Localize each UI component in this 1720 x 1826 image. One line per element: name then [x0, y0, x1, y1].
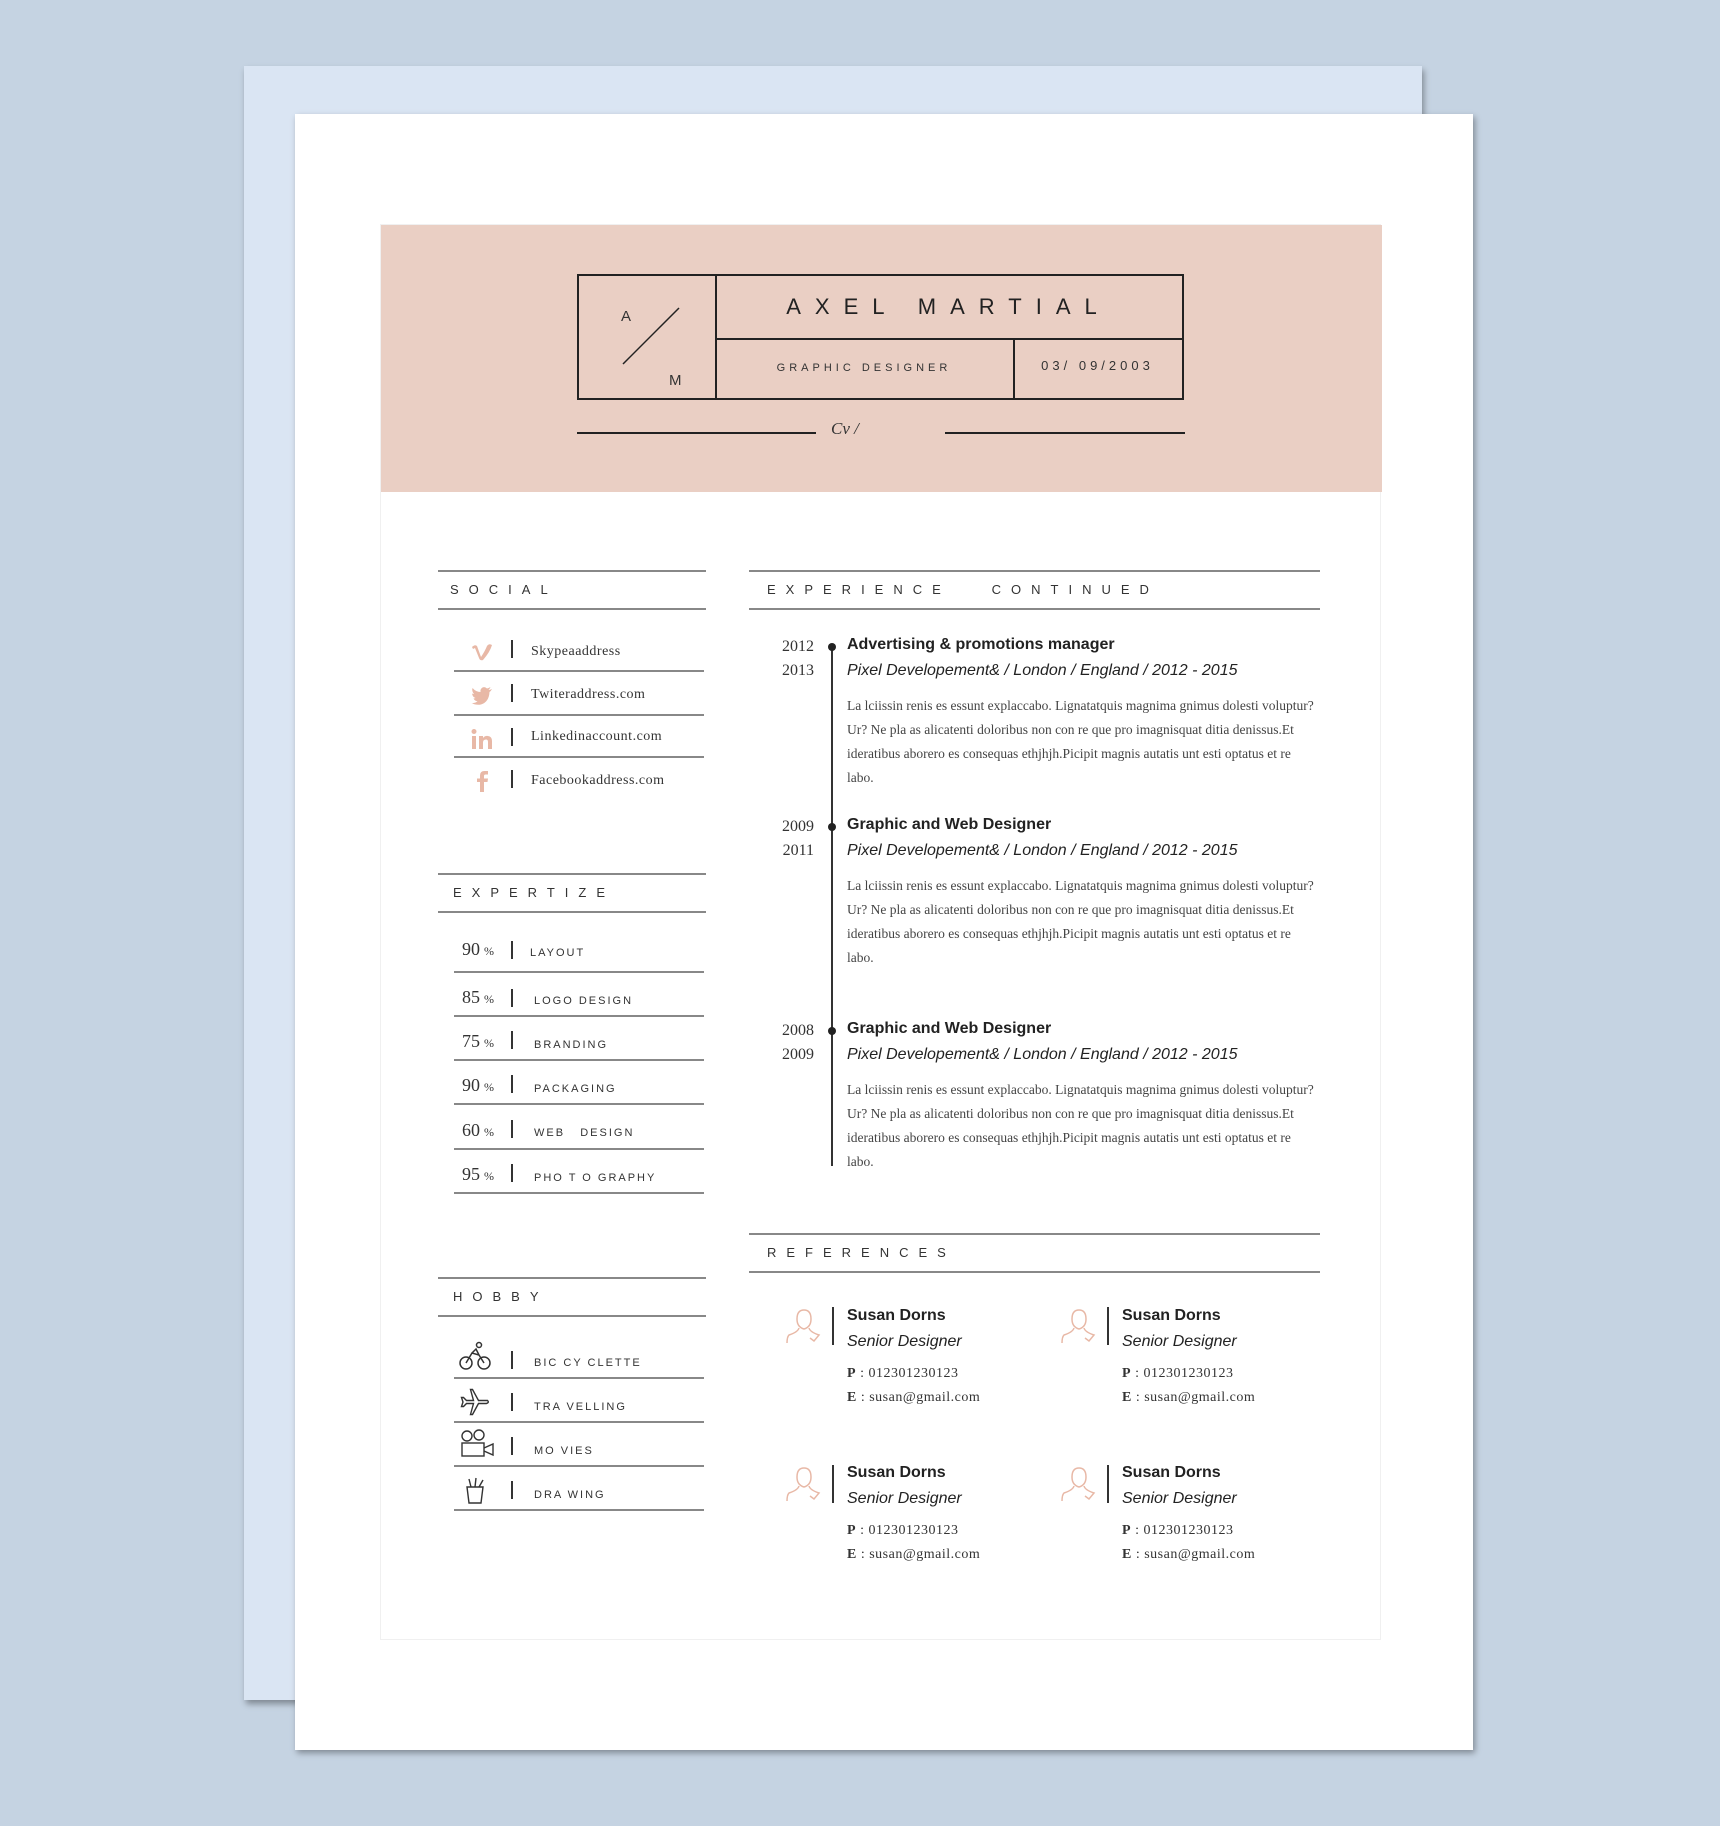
reference-role: Senior Designer: [847, 1333, 962, 1350]
reference-role: Senior Designer: [1122, 1333, 1237, 1350]
birth-date: 03/ 09/2003: [1041, 358, 1154, 373]
experience-heading: [749, 570, 1320, 610]
skill-label: PHO T O GRAPHY: [534, 1172, 657, 1184]
divider: [511, 640, 513, 658]
resume-header: [381, 225, 1382, 492]
divider: [511, 1075, 513, 1093]
social-item-twitter[interactable]: [454, 672, 704, 716]
hobby-heading: [438, 1277, 706, 1317]
divider: [511, 1437, 513, 1455]
facebook-icon: [476, 770, 490, 792]
resume-content: [380, 224, 1381, 1640]
person-icon: [786, 1307, 822, 1345]
name-block: [577, 274, 1184, 400]
airplane-icon: [459, 1387, 491, 1417]
hobby-label: DRA WING: [534, 1489, 606, 1501]
social-text: Linkedinaccount.com: [531, 729, 663, 744]
job-title: Graphic and Web Designer: [847, 816, 1052, 833]
reference-name: Susan Dorns: [1122, 1464, 1221, 1481]
hobby-title: HOBBY: [453, 1289, 549, 1304]
social-item-facebook[interactable]: [454, 758, 704, 802]
job-company: Pixel Developement& / London / England / 2012 - 2015: [847, 662, 1238, 679]
reference-name: Susan Dorns: [847, 1464, 946, 1481]
skill-percent: 90 %: [462, 1075, 494, 1095]
skill-row: [454, 1061, 704, 1105]
reference-email: E : susan@gmail.com: [847, 1390, 981, 1405]
job-description: La lciissin renis es essunt explaccabo. Lignatatquis magnima gnimus dolesti voluptur?Ur? Ne pla as alicatenti doloribus non con re que pro imagnisquat ditia denissus.Et ideratibus aborero es consequas ethjhjh.Picipit magnis autatis unt esti optatus et re labo.: [847, 878, 1314, 965]
skill-row: [454, 1150, 704, 1194]
experience-title: EXPERIENCE CONTINUED: [767, 582, 1159, 597]
monogram-m: M: [669, 372, 682, 389]
reference-name: Susan Dorns: [847, 1307, 946, 1324]
skill-label: WEB DESIGN: [534, 1127, 635, 1139]
divider: [511, 941, 513, 959]
resume-page: [295, 114, 1473, 1750]
job-description: La lciissin renis es essunt explaccabo. Lignatatquis magnima gnimus dolesti voluptur?Ur? Ne pla as alicatenti doloribus non con re que pro imagnisquat ditia denissus.Et ideratibus aborero es consequas ethjhjh.Picipit magnis autatis unt esti optatus et re labo.: [847, 1082, 1314, 1169]
timeline-dot: [828, 823, 836, 831]
full-name: AXEL MARTIAL: [715, 276, 1182, 340]
skill-label: PACKAGING: [534, 1083, 617, 1095]
job-years: 2012 2013: [782, 638, 814, 679]
skill-row: [454, 1105, 704, 1150]
person-icon: [1061, 1307, 1097, 1345]
social-item-linkedin[interactable]: [454, 716, 704, 758]
skill-percent: 95 %: [462, 1164, 494, 1184]
vimeo-icon: [471, 642, 493, 662]
divider: [511, 1164, 513, 1182]
skill-percent: 85 %: [462, 987, 494, 1007]
job-role: GRAPHIC DESIGNER: [715, 338, 1015, 398]
skill-percent: 90 %: [462, 939, 494, 959]
job-title: Graphic and Web Designer: [847, 1020, 1052, 1037]
reference-phone: P : 012301230123: [847, 1366, 959, 1381]
divider: [511, 1031, 513, 1049]
skill-label: BRANDING: [534, 1039, 609, 1051]
monogram: [579, 276, 717, 398]
person-icon: [1061, 1465, 1097, 1503]
expertize-title: EXPERTIZE: [453, 885, 616, 900]
skill-label: LAYOUT: [530, 947, 586, 959]
skill-row: [454, 925, 704, 973]
bicycle-icon: [459, 1341, 491, 1371]
job-years: 2008 2009: [782, 1022, 814, 1063]
divider: [511, 1393, 513, 1411]
reference-name: Susan Dorns: [1122, 1307, 1221, 1324]
timeline-dot: [828, 643, 836, 651]
hobby-label: TRA VELLING: [534, 1401, 627, 1413]
job-description: La lciissin renis es essunt explaccabo. Lignatatquis magnima gnimus dolesti voluptur?Ur? Ne pla as alicatenti doloribus non con re que pro imagnisquat ditia denissus.Et ideratibus aborero es consequas ethjhjh.Picipit magnis autatis unt esti optatus et re labo.: [847, 698, 1314, 785]
social-text: Facebookaddress.com: [531, 773, 665, 788]
cv-line-left: [577, 432, 816, 434]
skill-row: [454, 973, 704, 1017]
job-years: 2009 2011: [782, 818, 814, 859]
reference-phone: P : 012301230123: [847, 1523, 959, 1538]
social-heading: [438, 570, 706, 610]
skill-percent: 75 %: [462, 1031, 494, 1051]
references-title: REFERENCES: [767, 1245, 956, 1260]
reference-email: E : susan@gmail.com: [847, 1547, 981, 1562]
divider: [511, 770, 513, 788]
reference-role: Senior Designer: [1122, 1490, 1237, 1507]
job-company: Pixel Developement& / London / England / 2012 - 2015: [847, 1046, 1238, 1063]
divider: [511, 1351, 513, 1369]
hobby-row: [454, 1329, 704, 1379]
cv-line-right: [945, 432, 1185, 434]
divider: [511, 1481, 513, 1499]
skill-row: [454, 1017, 704, 1061]
divider: [511, 684, 513, 702]
divider: [832, 1465, 834, 1503]
job-company: Pixel Developement& / London / England / 2012 - 2015: [847, 842, 1238, 859]
social-text: Twiteraddress.com: [531, 687, 646, 702]
hobby-label: MO VIES: [534, 1445, 594, 1457]
cv-label: Cv /: [831, 419, 859, 438]
person-icon: [786, 1465, 822, 1503]
timeline-line: [831, 648, 833, 1166]
references-heading: [749, 1233, 1320, 1273]
social-title: SOCIAL: [450, 582, 558, 597]
hobby-row: [454, 1379, 704, 1423]
job-title: Advertising & promotions manager: [847, 636, 1115, 653]
divider: [511, 989, 513, 1007]
reference-phone: P : 012301230123: [1122, 1523, 1234, 1538]
reference-email: E : susan@gmail.com: [1122, 1390, 1256, 1405]
social-text: Skypeaaddress: [531, 644, 621, 659]
twitter-icon: [471, 686, 493, 706]
divider: [1107, 1465, 1109, 1503]
reference-email: E : susan@gmail.com: [1122, 1547, 1256, 1562]
brush-cup-icon: [464, 1477, 488, 1505]
skill-label: LOGO DESIGN: [534, 995, 634, 1007]
skill-percent: 60 %: [462, 1120, 494, 1140]
social-item-vimeo[interactable]: [454, 628, 704, 672]
divider: [1107, 1307, 1109, 1345]
divider: [511, 1120, 513, 1138]
divider: [832, 1307, 834, 1345]
monogram-slash: [579, 276, 715, 398]
linkedin-icon: [471, 728, 493, 750]
expertize-heading: [438, 873, 706, 913]
reference-phone: P : 012301230123: [1122, 1366, 1234, 1381]
movie-camera-icon: [460, 1429, 496, 1459]
reference-role: Senior Designer: [847, 1490, 962, 1507]
hobby-label: BIC CY CLETTE: [534, 1357, 642, 1369]
hobby-row: [454, 1423, 704, 1467]
divider: [511, 728, 513, 746]
timeline-dot: [828, 1027, 836, 1035]
monogram-a: A: [621, 308, 632, 325]
hobby-row: [454, 1467, 704, 1511]
